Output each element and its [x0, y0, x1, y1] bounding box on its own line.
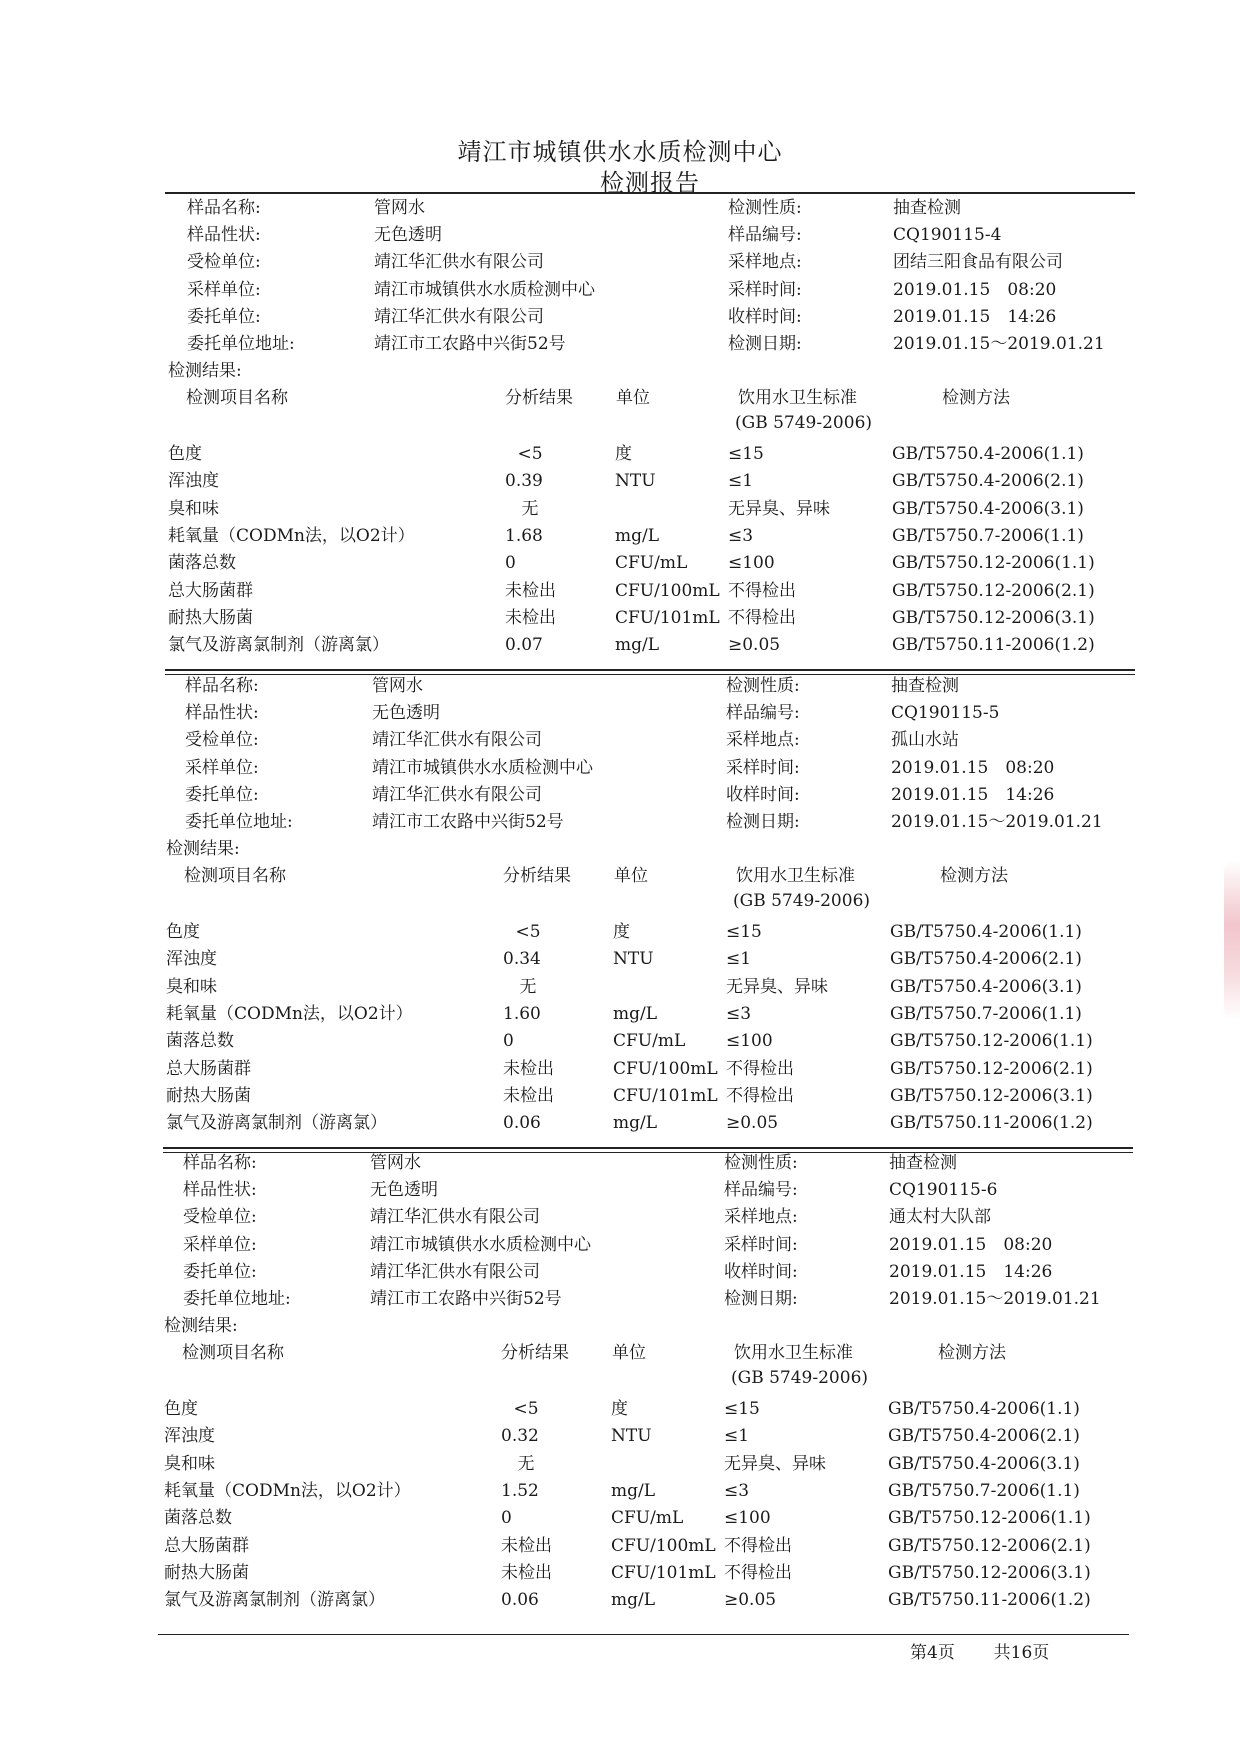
row-unit: NTU [611, 1426, 652, 1447]
row-result: 未检出 [503, 1085, 554, 1106]
col-header-result: 分析结果 [505, 388, 573, 408]
row-unit: mg/L [613, 1003, 658, 1024]
info-value-sampling-location: 孤山水站 [891, 730, 959, 751]
row-standard: ≤1 [724, 1426, 750, 1447]
col-header-standard: 饮用水卫生标准 [738, 388, 857, 408]
row-item: 菌落总数 [168, 553, 236, 574]
row-standard: ≤100 [726, 1031, 773, 1052]
row-unit: mg/L [615, 525, 660, 546]
row-unit: CFU/101mL [611, 1562, 716, 1583]
row-result: <5 [513, 1399, 539, 1419]
row-result: 0.07 [505, 635, 543, 656]
row-item: 耗氧量（CODMn法，以O2计） [164, 1480, 411, 1501]
info-value-sampling-time: 2019.01.15 08:20 [893, 279, 1057, 300]
row-method: GB/T5750.7-2006(1.1) [888, 1480, 1080, 1501]
col-header-unit: 单位 [616, 388, 650, 408]
row-result: 0 [505, 553, 516, 574]
info-value-sample-no: CQ190115-5 [891, 703, 1000, 724]
row-method: GB/T5750.4-2006(1.1) [890, 922, 1082, 942]
info-label-client-unit: 委托单位: [185, 784, 259, 805]
row-result: 1.60 [503, 1003, 541, 1024]
footer-rule [158, 1634, 1129, 1635]
row-standard: ≥0.05 [724, 1590, 777, 1611]
col-header-result: 分析结果 [501, 1343, 569, 1363]
row-item: 耗氧量（CODMn法，以O2计） [166, 1003, 413, 1024]
info-value-sampling-unit: 靖江市城镇供水水质检测中心 [370, 1234, 591, 1255]
info-value-receipt-time: 2019.01.15 14:26 [889, 1261, 1053, 1282]
row-result: 未检出 [505, 607, 556, 628]
row-result: 未检出 [505, 580, 556, 601]
info-value-client-unit: 靖江华汇供水有限公司 [372, 784, 542, 805]
row-unit: mg/L [615, 635, 660, 656]
info-value-sampling-time: 2019.01.15 08:20 [889, 1234, 1053, 1255]
col-header-standard-code: (GB 5749-2006) [731, 1368, 869, 1388]
results-label: 检测结果: [168, 361, 242, 381]
info-value-receipt-time: 2019.01.15 14:26 [891, 784, 1055, 805]
info-label-client-address: 委托单位地址: [183, 1289, 291, 1309]
info-value-client-unit: 靖江华汇供水有限公司 [374, 306, 544, 327]
row-item: 总大肠菌群 [168, 580, 253, 601]
row-method: GB/T5750.4-2006(2.1) [888, 1426, 1080, 1447]
info-value-sampling-location: 团结三阳食品有限公司 [893, 252, 1063, 273]
info-value-client-address: 靖江市工农路中兴街52号 [374, 334, 566, 354]
row-method: GB/T5750.11-2006(1.2) [888, 1590, 1091, 1611]
info-value-test-date: 2019.01.15～2019.01.21 [893, 334, 1105, 354]
row-method: GB/T5750.7-2006(1.1) [890, 1003, 1082, 1024]
info-label-sampling-time: 采样时间: [724, 1234, 798, 1255]
col-header-unit: 单位 [612, 1343, 646, 1363]
info-label-sampling-unit: 采样单位: [185, 757, 259, 778]
col-header-item: 检测项目名称 [186, 388, 288, 408]
row-method: GB/T5750.4-2006(3.1) [888, 1453, 1080, 1474]
info-value-sample-no: CQ190115-6 [889, 1180, 998, 1201]
row-result: 0 [503, 1031, 514, 1052]
page-current: 第4页 [910, 1643, 955, 1663]
info-label-client-address: 委托单位地址: [187, 334, 295, 354]
info-value-client-unit: 靖江华汇供水有限公司 [370, 1261, 540, 1282]
row-result: 0.06 [503, 1113, 541, 1134]
info-label-sampling-location: 采样地点: [724, 1207, 798, 1228]
row-standard: 无异臭、异味 [728, 498, 830, 519]
section-separator [165, 669, 1135, 671]
row-unit: mg/L [611, 1480, 656, 1501]
row-standard: ≤3 [726, 1003, 752, 1024]
row-standard: 不得检出 [724, 1535, 792, 1556]
row-standard: 无异臭、异味 [724, 1453, 826, 1474]
row-item: 氯气及游离氯制剂（游离氯） [166, 1113, 387, 1134]
row-method: GB/T5750.4-2006(3.1) [890, 976, 1082, 997]
row-standard: ≤1 [728, 471, 754, 492]
row-item: 菌落总数 [166, 1031, 234, 1052]
row-item: 菌落总数 [164, 1508, 232, 1529]
header-rule [165, 192, 1135, 194]
info-label-inspected-unit: 受检单位: [185, 730, 259, 751]
red-seal-stamp [1224, 860, 1240, 1020]
row-result: 1.68 [505, 525, 543, 546]
page-number [910, 1638, 1049, 1663]
info-label-test-date: 检测日期: [728, 334, 802, 354]
row-result: 0.34 [503, 949, 541, 970]
col-header-method: 检测方法 [940, 866, 1008, 886]
info-label-sampling-location: 采样地点: [726, 730, 800, 751]
row-method: GB/T5750.4-2006(2.1) [892, 471, 1084, 492]
row-unit: 度 [611, 1399, 628, 1419]
info-label-sample-name: 样品名称: [185, 676, 259, 696]
info-value-test-nature: 抽查检测 [893, 198, 961, 218]
row-item: 色度 [164, 1399, 198, 1419]
row-method: GB/T5750.4-2006(1.1) [892, 444, 1084, 464]
info-value-inspected-unit: 靖江华汇供水有限公司 [370, 1207, 540, 1228]
section-separator-thin [163, 1152, 1133, 1153]
row-result: 无 [519, 976, 537, 997]
row-standard: 不得检出 [724, 1562, 792, 1583]
row-item: 臭和味 [166, 976, 217, 997]
row-method: GB/T5750.4-2006(2.1) [890, 949, 1082, 970]
row-unit: CFU/mL [615, 553, 688, 574]
info-label-sample-no: 样品编号: [726, 703, 800, 724]
row-method: GB/T5750.12-2006(1.1) [888, 1508, 1091, 1529]
row-unit: 度 [613, 922, 630, 942]
row-method: GB/T5750.7-2006(1.1) [892, 525, 1084, 546]
info-value-sample-name: 管网水 [372, 676, 423, 696]
row-item: 臭和味 [164, 1453, 215, 1474]
row-unit: NTU [613, 949, 654, 970]
row-unit: CFU/100mL [611, 1535, 716, 1556]
row-result: 1.52 [501, 1480, 539, 1501]
row-item: 浑浊度 [166, 949, 217, 970]
info-value-sampling-time: 2019.01.15 08:20 [891, 757, 1055, 778]
row-standard: ≤100 [728, 553, 775, 574]
row-item: 氯气及游离氯制剂（游离氯） [164, 1590, 385, 1611]
row-method: GB/T5750.11-2006(1.2) [890, 1113, 1093, 1134]
info-value-sample-property: 无色透明 [372, 703, 440, 724]
info-label-sampling-time: 采样时间: [726, 757, 800, 778]
info-label-sampling-unit: 采样单位: [183, 1234, 257, 1255]
info-label-sample-property: 样品性状: [183, 1180, 257, 1201]
row-standard: ≤15 [728, 444, 764, 464]
info-label-inspected-unit: 受检单位: [183, 1207, 257, 1228]
row-standard: 不得检出 [728, 607, 796, 628]
row-standard: ≤15 [726, 922, 762, 942]
row-item: 氯气及游离氯制剂（游离氯） [168, 635, 389, 656]
info-label-sample-no: 样品编号: [728, 225, 802, 246]
row-unit: CFU/mL [611, 1508, 684, 1529]
info-label-sample-property: 样品性状: [187, 225, 261, 246]
info-label-sample-name: 样品名称: [183, 1153, 257, 1173]
report-org-title: 靖江市城镇供水水质检测中心 [457, 138, 783, 166]
row-result: 0.39 [505, 471, 543, 492]
info-value-sampling-location: 通太村大队部 [889, 1207, 991, 1228]
info-value-sample-no: CQ190115-4 [893, 225, 1002, 246]
row-method: GB/T5750.4-2006(3.1) [892, 498, 1084, 519]
col-header-unit: 单位 [614, 866, 648, 886]
row-method: GB/T5750.12-2006(2.1) [888, 1535, 1091, 1556]
row-method: GB/T5750.12-2006(1.1) [892, 553, 1095, 574]
info-label-sample-name: 样品名称: [187, 198, 261, 218]
row-result: 无 [517, 1453, 535, 1474]
row-unit: CFU/mL [613, 1031, 686, 1052]
info-value-sampling-unit: 靖江市城镇供水水质检测中心 [372, 757, 593, 778]
row-standard: ≤100 [724, 1508, 771, 1529]
col-header-standard: 饮用水卫生标准 [734, 1343, 853, 1363]
row-standard: ≥0.05 [726, 1113, 779, 1134]
row-result: 0.06 [501, 1590, 539, 1611]
row-result: 未检出 [501, 1535, 552, 1556]
row-unit: NTU [615, 471, 656, 492]
row-standard: 不得检出 [728, 580, 796, 601]
col-header-result: 分析结果 [503, 866, 571, 886]
col-header-item: 检测项目名称 [182, 1343, 284, 1363]
row-result: <5 [517, 444, 543, 464]
col-header-standard-code: (GB 5749-2006) [733, 891, 871, 911]
info-label-test-nature: 检测性质: [728, 198, 802, 218]
info-value-test-date: 2019.01.15～2019.01.21 [889, 1289, 1101, 1309]
row-result: 0 [501, 1508, 512, 1529]
info-label-client-unit: 委托单位: [187, 306, 261, 327]
row-item: 耐热大肠菌 [168, 607, 253, 628]
row-method: GB/T5750.12-2006(3.1) [888, 1562, 1091, 1583]
row-standard: ≥0.05 [728, 635, 781, 656]
row-method: GB/T5750.12-2006(1.1) [890, 1031, 1093, 1052]
row-unit: CFU/101mL [615, 607, 720, 628]
col-header-item: 检测项目名称 [184, 866, 286, 886]
row-item: 总大肠菌群 [164, 1535, 249, 1556]
row-result: 0.32 [501, 1426, 539, 1447]
row-result: 未检出 [501, 1562, 552, 1583]
info-label-sampling-unit: 采样单位: [187, 279, 261, 300]
results-label: 检测结果: [166, 839, 240, 859]
info-value-sample-name: 管网水 [374, 198, 425, 218]
info-value-test-nature: 抽查检测 [889, 1153, 957, 1173]
info-label-test-date: 检测日期: [724, 1289, 798, 1309]
info-value-inspected-unit: 靖江华汇供水有限公司 [374, 252, 544, 273]
row-method: GB/T5750.12-2006(3.1) [892, 607, 1095, 628]
info-label-test-date: 检测日期: [726, 812, 800, 832]
info-value-sampling-unit: 靖江市城镇供水水质检测中心 [374, 279, 595, 300]
info-label-sample-no: 样品编号: [724, 1180, 798, 1201]
row-standard: 无异臭、异味 [726, 976, 828, 997]
info-label-sampling-location: 采样地点: [728, 252, 802, 273]
report-title: 检测报告 [600, 169, 700, 197]
section-separator-thin [165, 674, 1135, 675]
row-method: GB/T5750.11-2006(1.2) [892, 635, 1095, 656]
row-method: GB/T5750.12-2006(3.1) [890, 1085, 1093, 1106]
info-value-receipt-time: 2019.01.15 14:26 [893, 306, 1057, 327]
row-item: 耗氧量（CODMn法，以O2计） [168, 525, 415, 546]
row-standard: ≤3 [724, 1480, 750, 1501]
row-item: 耐热大肠菌 [166, 1085, 251, 1106]
row-result: <5 [515, 922, 541, 942]
info-label-receipt-time: 收样时间: [726, 784, 800, 805]
row-unit: mg/L [613, 1113, 658, 1134]
row-result: 无 [521, 498, 539, 519]
row-standard: 不得检出 [726, 1085, 794, 1106]
info-label-client-address: 委托单位地址: [185, 812, 293, 832]
col-header-method: 检测方法 [938, 1343, 1006, 1363]
row-item: 浑浊度 [164, 1426, 215, 1447]
info-value-sample-property: 无色透明 [370, 1180, 438, 1201]
info-value-client-address: 靖江市工农路中兴街52号 [372, 812, 564, 832]
row-standard: ≤1 [726, 949, 752, 970]
col-header-method: 检测方法 [942, 388, 1010, 408]
row-standard: 不得检出 [726, 1058, 794, 1079]
section-separator [163, 1147, 1133, 1149]
row-item: 色度 [168, 444, 202, 464]
row-result: 未检出 [503, 1058, 554, 1079]
info-value-sample-property: 无色透明 [374, 225, 442, 246]
row-method: GB/T5750.12-2006(2.1) [890, 1058, 1093, 1079]
info-label-inspected-unit: 受检单位: [187, 252, 261, 273]
row-item: 耐热大肠菌 [164, 1562, 249, 1583]
info-value-test-nature: 抽查检测 [891, 676, 959, 696]
info-label-sampling-time: 采样时间: [728, 279, 802, 300]
info-value-sample-name: 管网水 [370, 1153, 421, 1173]
row-item: 色度 [166, 922, 200, 942]
info-value-client-address: 靖江市工农路中兴街52号 [370, 1289, 562, 1309]
info-label-receipt-time: 收样时间: [724, 1261, 798, 1282]
info-label-receipt-time: 收样时间: [728, 306, 802, 327]
row-item: 总大肠菌群 [166, 1058, 251, 1079]
results-label: 检测结果: [164, 1316, 238, 1336]
row-item: 臭和味 [168, 498, 219, 519]
row-unit: mg/L [611, 1590, 656, 1611]
info-label-sample-property: 样品性状: [185, 703, 259, 724]
row-unit: 度 [615, 444, 632, 464]
row-unit: CFU/100mL [613, 1058, 718, 1079]
info-label-test-nature: 检测性质: [724, 1153, 798, 1173]
info-label-test-nature: 检测性质: [726, 676, 800, 696]
row-standard: ≤15 [724, 1399, 760, 1419]
row-unit: CFU/100mL [615, 580, 720, 601]
info-value-inspected-unit: 靖江华汇供水有限公司 [372, 730, 542, 751]
col-header-standard: 饮用水卫生标准 [736, 866, 855, 886]
row-unit: CFU/101mL [613, 1085, 718, 1106]
col-header-standard-code: (GB 5749-2006) [735, 413, 873, 433]
info-label-client-unit: 委托单位: [183, 1261, 257, 1282]
row-method: GB/T5750.12-2006(2.1) [892, 580, 1095, 601]
page-total: 共16页 [993, 1643, 1050, 1663]
row-item: 浑浊度 [168, 471, 219, 492]
row-method: GB/T5750.4-2006(1.1) [888, 1399, 1080, 1419]
info-value-test-date: 2019.01.15～2019.01.21 [891, 812, 1103, 832]
row-standard: ≤3 [728, 525, 754, 546]
